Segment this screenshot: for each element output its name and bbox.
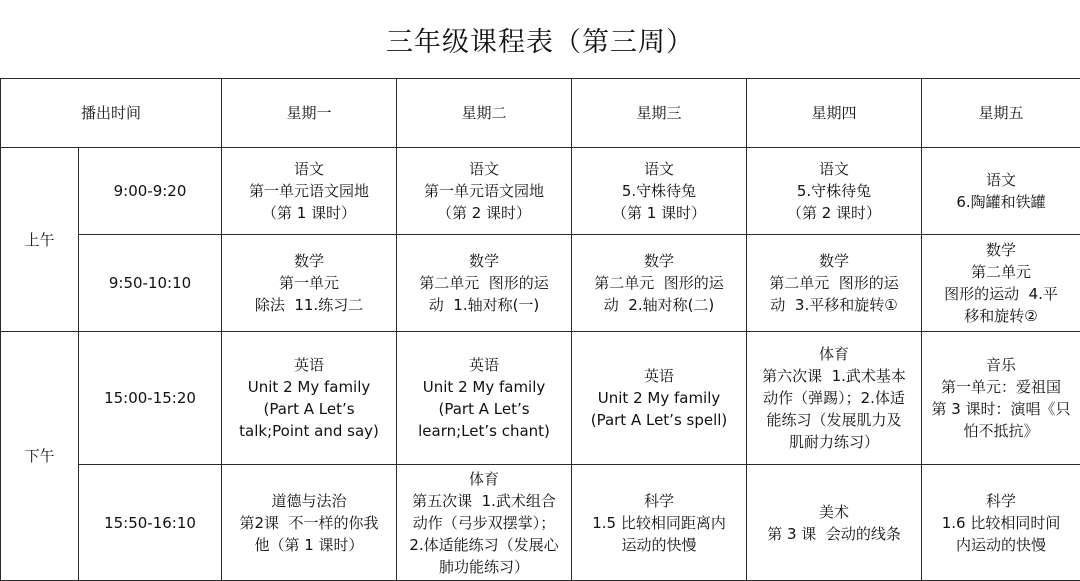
class-detail: (Part A Let’s <box>401 398 567 420</box>
class-subject: 英语 <box>576 365 742 387</box>
class-detail: 第一单元：爱祖国 <box>926 376 1076 398</box>
schedule-row <box>1 465 1080 581</box>
header-day: 星期三 <box>572 79 747 148</box>
class-subject: 美术 <box>751 501 917 523</box>
class-detail: 肺功能练习） <box>401 556 567 578</box>
class-cell <box>222 465 397 581</box>
class-cell <box>222 332 397 465</box>
class-detail: 1.6 比较相同时间 <box>926 512 1076 534</box>
class-detail: （第 2 课时） <box>401 202 567 224</box>
schedule-row <box>1 332 1080 465</box>
time-slot: 9:00-9:20 <box>79 148 222 235</box>
class-detail: talk;Point and say) <box>226 420 392 442</box>
class-subject: 数学 <box>226 250 392 272</box>
class-detail: (Part A Let’s spell) <box>576 409 742 431</box>
class-subject: 数学 <box>926 239 1076 261</box>
class-subject: 体育 <box>401 468 567 490</box>
class-cell <box>747 148 922 235</box>
time-slot: 15:50-16:10 <box>79 465 222 581</box>
class-detail: 第二单元 图形的运 <box>576 272 742 294</box>
class-detail: Unit 2 My family <box>401 376 567 398</box>
class-detail: 除法 11.练习二 <box>226 294 392 316</box>
class-detail: (Part A Let’s <box>226 398 392 420</box>
class-cell <box>922 148 1080 235</box>
class-subject: 数学 <box>576 250 742 272</box>
class-cell <box>922 235 1080 332</box>
class-subject: 音乐 <box>926 354 1076 376</box>
class-cell <box>222 235 397 332</box>
class-detail: 怕不抵抗》 <box>926 420 1076 442</box>
class-subject: 科学 <box>926 490 1076 512</box>
class-detail: 第一单元语文园地 <box>226 180 392 202</box>
class-detail: 第五次课 1.武术组合 <box>401 490 567 512</box>
class-cell <box>397 465 572 581</box>
class-detail: 第二单元 图形的运 <box>401 272 567 294</box>
time-slot: 9:50-10:10 <box>79 235 222 332</box>
class-detail: 第 3 课 会动的线条 <box>751 523 917 545</box>
class-detail: 能练习（发展肌力及 <box>751 409 917 431</box>
class-detail: （第 1 课时） <box>226 202 392 224</box>
class-detail: 5.守株待兔 <box>576 180 742 202</box>
class-subject: 语文 <box>751 158 917 180</box>
class-detail: 6.陶罐和铁罐 <box>926 191 1076 213</box>
class-detail: 2.体适能练习（发展心 <box>401 534 567 556</box>
header-day: 星期二 <box>397 79 572 148</box>
class-detail: 动作（弹踢）；2.体适 <box>751 387 917 409</box>
class-detail: 第一单元 <box>226 272 392 294</box>
header-day: 星期一 <box>222 79 397 148</box>
class-cell <box>572 148 747 235</box>
class-detail: 他（第 1 课时） <box>226 534 392 556</box>
class-subject: 英语 <box>401 354 567 376</box>
class-cell <box>222 148 397 235</box>
class-detail: 第2课 不一样的你我 <box>226 512 392 534</box>
class-subject: 数学 <box>401 250 567 272</box>
class-cell <box>922 465 1080 581</box>
class-cell <box>747 332 922 465</box>
schedule-table <box>0 78 1080 581</box>
class-subject: 体育 <box>751 343 917 365</box>
class-subject: 数学 <box>751 250 917 272</box>
header-broadcast-time: 播出时间 <box>1 79 222 148</box>
class-detail: （第 1 课时） <box>576 202 742 224</box>
class-detail: 内运动的快慢 <box>926 534 1076 556</box>
class-detail: 肌耐力练习） <box>751 431 917 453</box>
period-label: 上午 <box>1 148 79 332</box>
class-detail: 第一单元语文园地 <box>401 180 567 202</box>
class-detail: 动作（弓步双摆掌）； <box>401 512 567 534</box>
header-day: 星期四 <box>747 79 922 148</box>
class-detail: Unit 2 My family <box>576 387 742 409</box>
header-row <box>1 79 1080 148</box>
class-cell <box>397 148 572 235</box>
class-detail: 第二单元 <box>926 261 1076 283</box>
class-detail: 第 3 课时：演唱《只 <box>926 398 1076 420</box>
class-detail: 动 2.轴对称(二) <box>576 294 742 316</box>
class-detail: 动 1.轴对称(一) <box>401 294 567 316</box>
class-detail: 第二单元 图形的运 <box>751 272 917 294</box>
class-cell <box>747 235 922 332</box>
page-title: 三年级课程表（第三周） <box>0 0 1080 78</box>
period-label: 下午 <box>1 332 79 581</box>
class-subject: 语文 <box>226 158 392 180</box>
class-cell <box>572 332 747 465</box>
class-subject: 道德与法治 <box>226 490 392 512</box>
class-subject: 语文 <box>926 169 1076 191</box>
class-detail: 移和旋转② <box>926 305 1076 327</box>
class-subject: 语文 <box>401 158 567 180</box>
schedule-row <box>1 148 1080 235</box>
class-cell <box>397 332 572 465</box>
class-subject: 科学 <box>576 490 742 512</box>
class-detail: 动 3.平移和旋转① <box>751 294 917 316</box>
class-subject: 英语 <box>226 354 392 376</box>
class-detail: 5.守株待兔 <box>751 180 917 202</box>
class-detail: learn;Let’s chant) <box>401 420 567 442</box>
class-detail: （第 2 课时） <box>751 202 917 224</box>
class-cell <box>572 235 747 332</box>
class-cell <box>747 465 922 581</box>
time-slot: 15:00-15:20 <box>79 332 222 465</box>
class-detail: 第六次课 1.武术基本 <box>751 365 917 387</box>
class-cell <box>572 465 747 581</box>
class-detail: 运动的快慢 <box>576 534 742 556</box>
class-detail: 1.5 比较相同距离内 <box>576 512 742 534</box>
schedule-row <box>1 235 1080 332</box>
class-detail: Unit 2 My family <box>226 376 392 398</box>
class-detail: 图形的运动 4.平 <box>926 283 1076 305</box>
class-subject: 语文 <box>576 158 742 180</box>
class-cell <box>397 235 572 332</box>
header-day: 星期五 <box>922 79 1080 148</box>
class-cell <box>922 332 1080 465</box>
